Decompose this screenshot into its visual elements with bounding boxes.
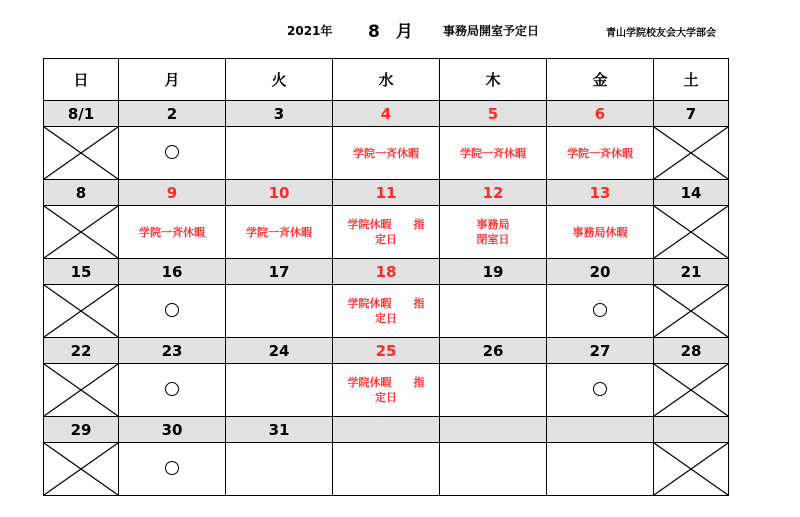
weekday-header: 木: [440, 59, 547, 101]
note-text: 学院休暇 指: [347, 376, 425, 389]
open-day-cell: [119, 127, 226, 180]
closed-day-cell: [654, 443, 729, 496]
weekday-header: 日: [44, 59, 119, 101]
open-day-cell: [547, 364, 654, 417]
note-text: 学院一斉休暇: [567, 146, 633, 160]
empty-cell: [440, 364, 547, 417]
date-cell: 17: [226, 259, 333, 285]
note-cell: [333, 127, 440, 180]
closed-day-cell: [654, 127, 729, 180]
week-date-row: [44, 101, 729, 127]
date-cell: [440, 417, 547, 443]
cross-icon: [654, 285, 728, 337]
week-schedule-row: [44, 443, 729, 496]
cross-icon: [44, 364, 118, 416]
header-title: 事務局開室予定日: [443, 24, 540, 38]
date-cell: 27: [547, 338, 654, 364]
date-cell: 2: [119, 101, 226, 127]
weekday-header: 土: [654, 59, 729, 101]
open-circle-icon: [593, 303, 607, 317]
open-circle-icon: [165, 303, 179, 317]
week-date-row: [44, 417, 729, 443]
cross-icon: [654, 364, 728, 416]
date-cell: 11: [333, 180, 440, 206]
week-date-row: [44, 180, 729, 206]
note-cell: [333, 285, 440, 338]
header-organization: 青山学院校友会大学部会: [606, 28, 716, 39]
closed-day-cell: [654, 285, 729, 338]
note-cell: [440, 127, 547, 180]
note-cell: [547, 127, 654, 180]
open-circle-icon: [165, 382, 179, 396]
closed-day-cell: [44, 127, 119, 180]
calendar-table: [43, 58, 729, 496]
header-month-number: 8: [368, 22, 380, 42]
cross-icon: [44, 285, 118, 337]
empty-cell: [226, 285, 333, 338]
cross-icon: [654, 127, 728, 179]
date-cell: 29: [44, 417, 119, 443]
date-cell: 21: [654, 259, 729, 285]
note-cell: [440, 206, 547, 259]
note-text: 学院一斉休暇: [460, 146, 526, 160]
open-day-cell: [119, 364, 226, 417]
open-day-cell: [119, 285, 226, 338]
open-day-cell: [547, 285, 654, 338]
weekday-header: 月: [119, 59, 226, 101]
note-cell: [333, 364, 440, 417]
date-cell: [333, 417, 440, 443]
week-date-row: [44, 259, 729, 285]
weekday-header: 火: [226, 59, 333, 101]
date-cell: 8/1: [44, 101, 119, 127]
empty-cell: [440, 443, 547, 496]
note-text: 閉室日: [476, 233, 510, 246]
closed-day-cell: [44, 364, 119, 417]
empty-cell: [226, 127, 333, 180]
closed-day-cell: [654, 206, 729, 259]
note-text: 定日: [375, 312, 397, 325]
empty-cell: [547, 443, 654, 496]
date-cell: 20: [547, 259, 654, 285]
date-cell: 15: [44, 259, 119, 285]
week-date-row: [44, 338, 729, 364]
note-text: 定日: [375, 233, 397, 246]
date-cell: 8: [44, 180, 119, 206]
empty-cell: [226, 443, 333, 496]
date-cell: 10: [226, 180, 333, 206]
date-cell: 24: [226, 338, 333, 364]
weekday-header-row: [44, 59, 729, 101]
cross-icon: [44, 443, 118, 495]
cross-icon: [654, 443, 728, 495]
date-cell: 28: [654, 338, 729, 364]
header-month: [368, 17, 429, 42]
date-cell: 5: [440, 101, 547, 127]
note-cell: [333, 206, 440, 259]
week-schedule-row: [44, 364, 729, 417]
date-cell: 9: [119, 180, 226, 206]
date-cell: 7: [654, 101, 729, 127]
empty-cell: [440, 285, 547, 338]
open-circle-icon: [593, 382, 607, 396]
date-cell: 26: [440, 338, 547, 364]
date-cell: 23: [119, 338, 226, 364]
date-cell: 22: [44, 338, 119, 364]
open-circle-icon: [165, 145, 179, 159]
cross-icon: [44, 127, 118, 179]
header-month-kanji: 月: [395, 22, 413, 42]
note-text: 事務局休暇: [572, 225, 628, 239]
open-day-cell: [119, 443, 226, 496]
date-cell: 18: [333, 259, 440, 285]
date-cell: 13: [547, 180, 654, 206]
empty-cell: [226, 364, 333, 417]
weekday-header: 金: [547, 59, 654, 101]
weekday-header: 水: [333, 59, 440, 101]
empty-cell: [333, 443, 440, 496]
date-cell: 19: [440, 259, 547, 285]
date-cell: 12: [440, 180, 547, 206]
date-cell: 16: [119, 259, 226, 285]
note-cell: [547, 206, 654, 259]
closed-day-cell: [44, 443, 119, 496]
open-circle-icon: [165, 461, 179, 475]
date-cell: [654, 417, 729, 443]
date-cell: 31: [226, 417, 333, 443]
note-text: 事務局: [476, 218, 510, 231]
note-text: 学院一斉休暇: [139, 225, 205, 239]
note-text: 学院一斉休暇: [246, 225, 312, 239]
date-cell: 3: [226, 101, 333, 127]
date-cell: 25: [333, 338, 440, 364]
date-cell: 4: [333, 101, 440, 127]
cross-icon: [654, 206, 728, 258]
closed-day-cell: [44, 206, 119, 259]
note-text: 学院休暇 指: [347, 297, 425, 310]
closed-day-cell: [44, 285, 119, 338]
header-year: 2021年: [287, 24, 333, 38]
week-schedule-row: [44, 285, 729, 338]
note-cell: [119, 206, 226, 259]
note-cell: [226, 206, 333, 259]
cross-icon: [44, 206, 118, 258]
date-cell: [547, 417, 654, 443]
date-cell: 6: [547, 101, 654, 127]
closed-day-cell: [654, 364, 729, 417]
week-schedule-row: [44, 206, 729, 259]
date-cell: 14: [654, 180, 729, 206]
note-text: 学院休暇 指: [347, 218, 425, 231]
note-text: 学院一斉休暇: [353, 146, 419, 160]
date-cell: 30: [119, 417, 226, 443]
week-schedule-row: [44, 127, 729, 180]
note-text: 定日: [375, 391, 397, 404]
